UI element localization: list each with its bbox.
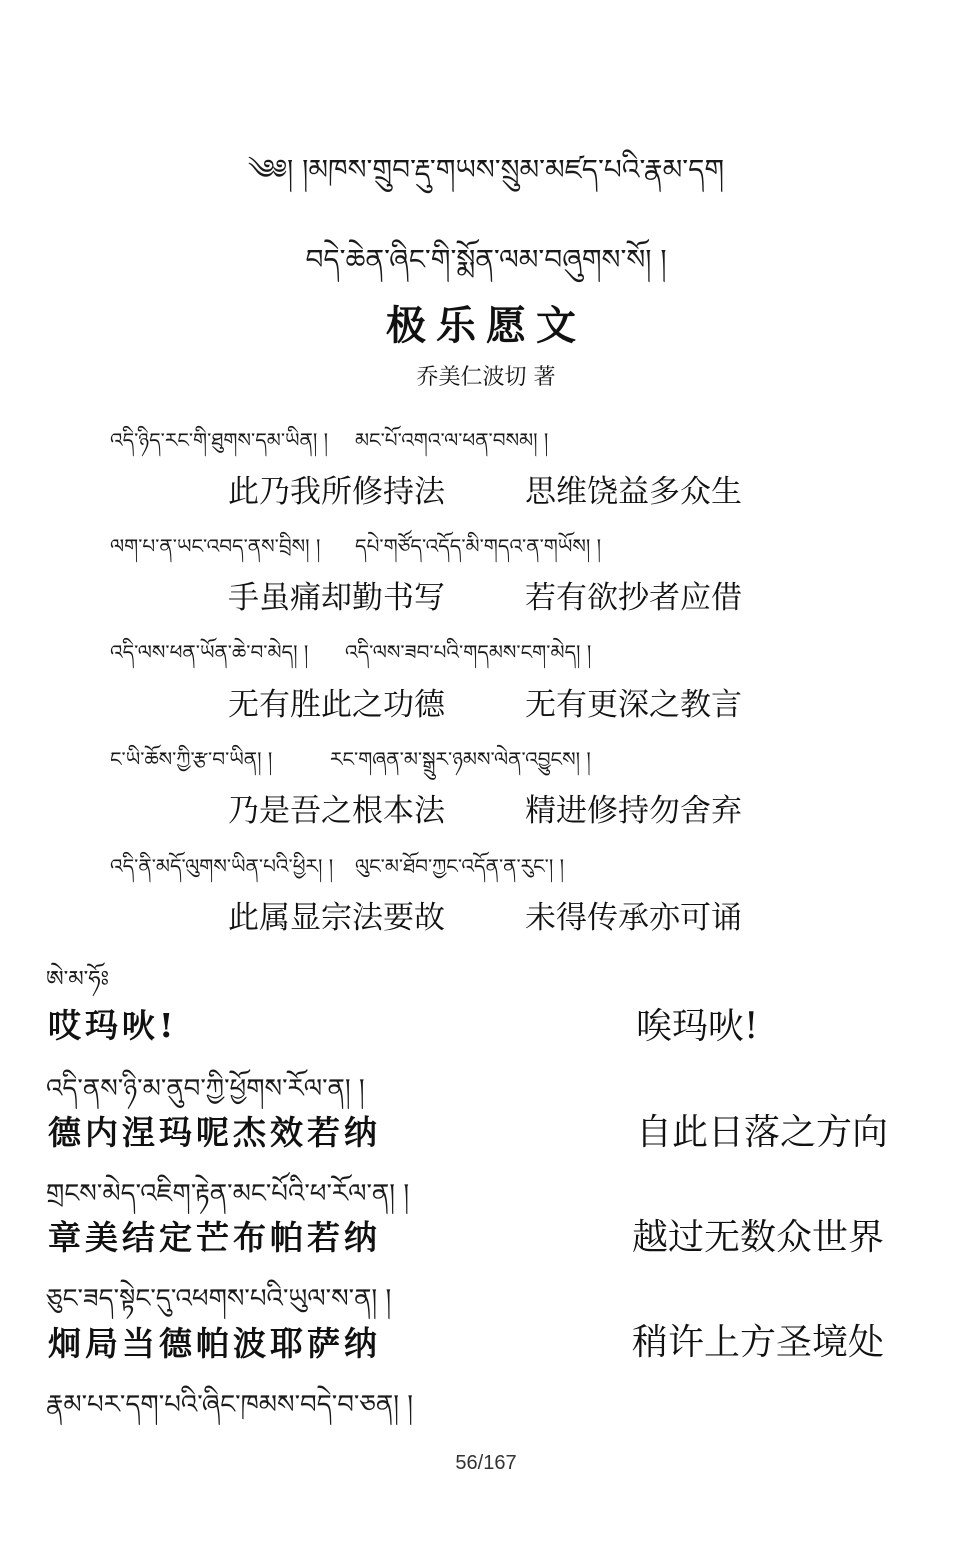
- prayer-closing-tibetan: རྣམ་པར་དག་པའི་ཞིང་ཁམས་བདེ་བ་ཅན། །: [46, 1390, 414, 1420]
- prayer-opening-tibetan: ཨེ་མ་ཧོཿ: [46, 967, 110, 992]
- verse-tibetan-left: ལག་པ་ན་ཡང་འབད་ནས་བྲིས། །: [110, 534, 321, 558]
- chinese-title: 极乐愿文: [386, 303, 586, 349]
- prayer-line-phonetic: 章美结定芒布帕若纳: [48, 1218, 381, 1257]
- author: 乔美仁波切 著: [416, 365, 556, 390]
- verse-tibetan-left: འདི་ལས་ཕན་ཡོན་ཆེ་བ་མེད། །: [110, 640, 309, 664]
- prayer-line-tibetan: འདི་ནས་ཉི་མ་ནུབ་ཀྱི་ཕྱོགས་རོལ་ན། །: [46, 1074, 365, 1104]
- prayer-line-translation: 自此日落之方向: [636, 1112, 889, 1153]
- prayer-line-tibetan: ཅུང་ཟད་སྟེང་དུ་འཕགས་པའི་ཡུལ་ས་ན། །: [46, 1284, 392, 1314]
- verse-tibetan-right: མང་པོ་འགའ་ལ་ཕན་བསམ། །: [355, 428, 549, 452]
- verse-tibetan-left: འདི་ནི་མདོ་ལུགས་ཡིན་པའི་ཕྱིར། །: [110, 854, 334, 878]
- prayer-line-phonetic: 炯局当德帕波耶萨纳: [48, 1324, 381, 1363]
- verse-chinese-left: 此属显宗法要故: [228, 900, 445, 936]
- verse-chinese-right: 思维饶益多众生: [525, 474, 742, 510]
- prayer-line-translation: 越过无数众世界: [632, 1217, 885, 1258]
- verse-chinese-left: 手虽痛却勤书写: [228, 580, 445, 616]
- verse-tibetan-right: ལུང་མ་ཐོབ་ཀྱང་འདོན་ན་རུང་། །: [355, 854, 565, 878]
- verse-tibetan-left: འདི་ཉིད་རང་གི་ཐུགས་དམ་ཡིན། །: [110, 428, 329, 452]
- verse-chinese-right: 未得传承亦可诵: [525, 900, 742, 936]
- verse-tibetan-right: དཔེ་གཙོད་འདོད་མི་གདའ་ན་གཡོས། །: [355, 534, 602, 558]
- verse-chinese-left: 无有胜此之功德: [228, 687, 445, 723]
- prayer-line-translation: 稍许上方圣境处: [632, 1322, 885, 1363]
- verse-chinese-right: 精进修持勿舍弃: [525, 793, 742, 829]
- verse-chinese-left: 此乃我所修持法: [228, 474, 445, 510]
- page-number: 56/167: [455, 1452, 517, 1474]
- verse-chinese-right: 无有更深之教言: [525, 687, 742, 723]
- tibetan-title: ༄༅། །མཁས་གྲུབ་རྡུ་གཡས་སྲུམ་མཛད་པའི་རྣམ་དག: [247, 153, 725, 186]
- prayer-line-tibetan: གྲངས་མེད་འཇིག་རྟེན་མང་པོའི་ཕ་རོལ་ན། །: [46, 1179, 410, 1209]
- verse-chinese-left: 乃是吾之根本法: [228, 793, 445, 829]
- verse-tibetan-right: འདི་ལས་ཟབ་པའི་གདམས་ངག་མེད། །: [345, 640, 592, 664]
- tibetan-subtitle: བདེ་ཆེན་ཞིང་གི་སྨོན་ལམ་བཞུགས་སོ། །: [305, 243, 667, 276]
- verse-chinese-right: 若有欲抄者应借: [525, 580, 742, 616]
- verse-tibetan-left: ང་ཡི་ཆོས་ཀྱི་རྩ་བ་ཡིན། །: [110, 747, 273, 771]
- prayer-opening-translation: 唉玛吙!: [636, 1006, 759, 1047]
- prayer-opening-phonetic: 哎玛吙!: [48, 1006, 178, 1045]
- verse-tibetan-right: རང་གཞན་མ་སྒྲུར་ཉམས་ལེན་འབྱུངས། །: [330, 747, 591, 771]
- prayer-line-phonetic: 德内涅玛呢杰效若纳: [48, 1113, 381, 1152]
